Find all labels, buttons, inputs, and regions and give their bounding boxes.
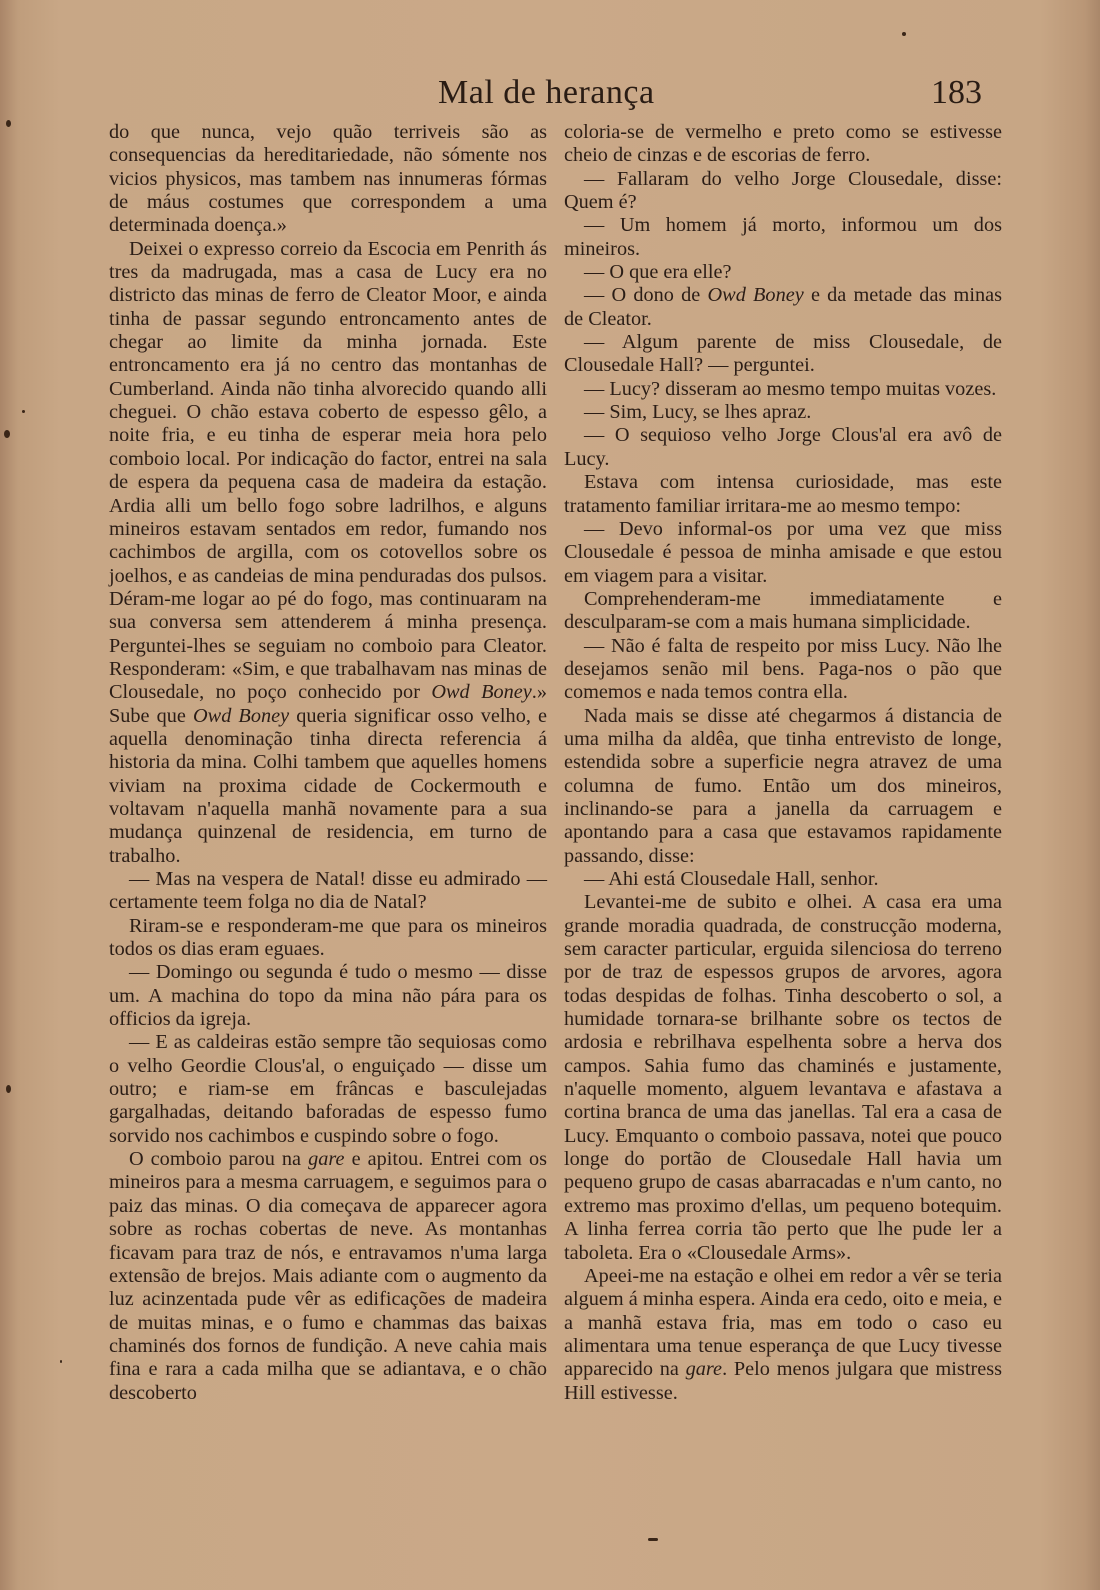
paragraph: O comboio parou na gare e apitou. Entrei com os mineiros para a mesma carruagem, e seguimos para o paiz das minas. O dia começava de apparecer agora sobre as rochas cobertas de neve. As montanhas ficavam para traz de nós, e entravamos n'uma larga extensão de brejos. Mais adiante com o augmento da luz acinzentada pude vêr as edificações de madeira de muitas minas, e o fumo e chammas das baixas chaminés dos fornos de fundição. A neve cahia mais fina e rara a cada milha que se adiantava, e o chão descoberto [109,1148,547,1404]
paragraph: — Algum parente de miss Clousedale, de Clousedale Hall? — perguntei. [564,331,1002,377]
italic-term: Owd Boney [431,681,532,704]
paragraph: — O sequioso velho Jorge Clous'al era avô de Lucy. [564,424,1002,470]
paragraph: — O que era elle? [584,261,732,284]
running-head: Mal de herança [438,74,655,111]
paragraph: Riram-se e responderam-me que para os mineiros todos os dias eram eguaes. [109,914,547,961]
paragraph: coloria-se de vermelho e preto como se estivesse cheio de cinzas e de escorias de ferro. [564,121,1002,167]
paragraph: — O dono de Owd Boney e da metade das minas de Cleator. [564,284,1003,330]
paragraph: — Lucy? disseram ao mesmo tempo muitas vozes. [584,377,997,400]
paragraph: Estava com intensa curiosidade, mas este tratamento familiar irritara-me ao mesmo tempo: [564,471,1002,517]
italic-term: gare [685,1358,723,1381]
paragraph: — Ahi está Clousedale Hall, senhor. [584,868,879,890]
italic-term: Owd Boney [707,284,804,307]
paragraph: do que nunca, vejo quão terriveis são as consequencias da hereditariedade, não sómente nos vicios physicos, mas tambem nas innumeras fórmas de máus costumes que correspondem a uma determinada doença.» [109,121,547,237]
left-column [109,121,547,1405]
paragraph: Apeei-me na estação e olhei em redor a vêr se teria alguem á minha espera. Ainda era cedo, oito e meia, e a manhã estava fria, mas em todo o caso eu alimentara uma tenue esperança de que Lucy tivesse apparecido na gare. Pelo menos julgara que mistress Hill estivesse. [564,1264,1002,1404]
paragraph: Deixei o expresso correio da Escocia em Penrith ás tres da madrugada, mas a casa de Lucy era no districto das minas de ferro de Cleator Moor, e ainda tinha de passar segundo entroncamento antes de chegar ao limite da minha jornada. Este entroncamento era já no centro das montanhas de Cumberland. Ainda não tinha alvorecido quando alli cheguei. O chão estava coberto de espesso gêlo, a noite fria, e eu tinha de esperar meia hora pelo comboio local. Por indicação do factor, entrei na sala de espera da pequena casa de madeira da estação. Ardia alli um bello fogo sobre ladrilhos, e alguns mineiros estavam sentados em redor, fumando nos cachimbos de argilla, com os cotovellos sobre os joelhos, e as candeias de mina penduradas dos pulsos. Déram-me logar ao pé do fogo, mas continuaram na sua conversa sem attenderem á minha presença. Perguntei-lhes se seguiam no comboio para Cleator. Responderam: «Sim, e que trabalhavam nas minas de Clousedale, no poço conhecido por Owd Boney.» Sube que Owd Boney queria significar osso velho, e aquella denominação tinha directa referencia á historia da mina. Colhi tambem que aquelles homens viviam na proxima cidade de Cockermouth e voltavam n'aquella manhã novamente para a sua mudança quinzenal de residencia, em turno de trabalho. [109,237,548,867]
italic-term: gare [308,1148,345,1171]
paragraph: Comprehenderam-me immediatamente e desculparam-se com a mais humana simplicidade. [564,587,1002,634]
paragraph: — E as caldeiras estão sempre tão sequiosas como o velho Geordie Clous'al, o enguiçado — disse um outro; e riam-se em frâncas e basculejadas gargalhadas, deitando baforadas de espesso fumo sorvido nos cachimbos e cuspindo sobre o fogo. [109,1031,547,1147]
paragraph: — Devo informal-os por uma vez que miss Clousedale é pessoa de minha amisade e que estou em viagem para a visitar. [564,517,1002,587]
page-number: 183 [931,74,982,111]
italic-term: Owd Boney [193,704,290,727]
paragraph: — Mas na vespera de Natal! disse eu admirado — certamente teem folga no dia de Natal? [109,868,547,914]
paragraph: — Domingo ou segunda é tudo o mesmo — disse um. A machina do topo da mina não pára para os officios da igreja. [109,961,547,1031]
right-column [564,121,1002,1405]
paragraph: Levantei-me de subito e olhei. A casa era uma grande moradia quadrada, de construcção moderna, sem caracter particular, erguida silenciosa do terreno por de traz de espessos grupos de arvores, agora todas despidas de folhas. Tinha descoberto o sol, a humidade tornara-se brilhante sobre os tectos de ardosia e rebrilhava espelhenta sobre a herva dos campos. Sahia fumo das chaminés e justamente, n'aquelle momento, alguem levantava e afastava a cortina branca de uma das janellas. Tal era a casa de Lucy. Emquanto o comboio passava, notei que pouco longe do portão de Clousedale Hall havia um pequeno grupo de casas abarracadas e n'um canto, no extremo mas proximo d'ellas, um pequeno botequim. A linha ferrea corria tão perto que lhe pude ler a taboleta. Era o «Clousedale Arms». [564,891,1002,1264]
paragraph: — Um homem já morto, informou um dos mineiros. [564,214,1002,260]
paragraph: — Não é falta de respeito por miss Lucy. Não lhe desejamos senão mil bens. Paga-nos o pão que comemos e nada temos contra ella. [564,634,1002,704]
paragraph: Nada mais se disse até chegarmos á distancia de uma milha da aldêa, que tinha entrevisto de longe, estendida sobre a superficie negra atravez de uma columna de fumo. Então um dos mineiros, inclinando-se para a janella da carruagem e apontando para a casa que estavamos rapidamente passando, disse: [564,704,1002,867]
paragraph: — Fallaram do velho Jorge Clousedale, disse: Quem é? [564,167,1002,214]
paragraph: — Sim, Lucy, se lhes apraz. [584,401,812,424]
